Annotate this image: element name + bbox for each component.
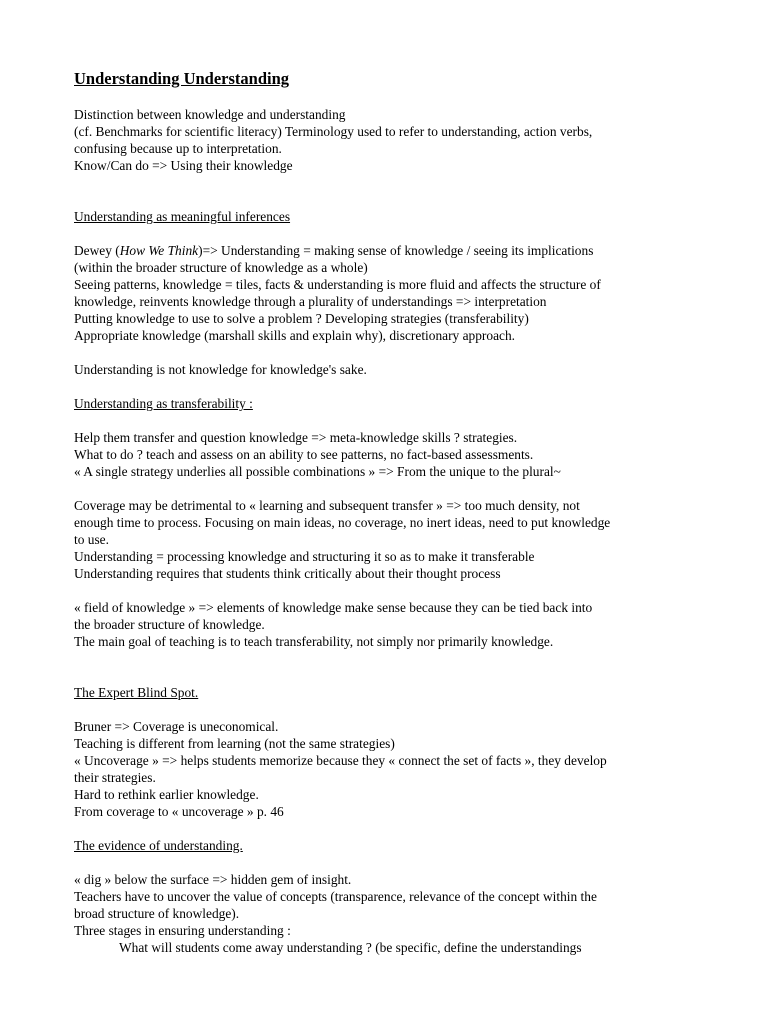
dewey-line (74, 242, 714, 259)
body-line: Appropriate knowledge (marshall skills and explain why), discretionary approach. (74, 328, 516, 343)
dewey-prefix: Dewey ( (74, 243, 120, 258)
dewey-suffix: )=> Understanding = making sense of knowledge / seeing its implications (198, 243, 594, 258)
dewey-book-title: How We Think (119, 243, 199, 258)
body-line: broad structure of knowledge). (74, 906, 240, 921)
document-title: Understanding Understanding (74, 69, 290, 88)
body-line: their strategies. (74, 770, 156, 785)
body-line: From coverage to « uncoverage » p. 46 (74, 804, 284, 819)
body-line: enough time to process. Focusing on main ideas, no coverage, no inert ideas, need to put knowledge (74, 515, 611, 530)
body-line: to use. (74, 532, 109, 547)
body-line: Understanding requires that students think critically about their thought process (74, 566, 501, 581)
body-line: (within the broader structure of knowledge as a whole) (74, 260, 368, 275)
indented-line: What will students come away understanding ? (be specific, define the understandings (119, 940, 582, 955)
section-heading-transferability: Understanding as transferability : (74, 396, 253, 411)
body-line: Teachers have to uncover the value of concepts (transparence, relevance of the concept within the (74, 889, 597, 904)
body-line: « A single strategy underlies all possible combinations » => From the unique to the plural~ (74, 464, 561, 479)
document-body (74, 69, 714, 956)
body-line: Teaching is different from learning (not the same strategies) (74, 736, 395, 751)
body-line: Coverage may be detrimental to « learning and subsequent transfer » => too much density, not (74, 498, 580, 513)
intro-line: Distinction between knowledge and understanding (74, 107, 346, 122)
body-line: The main goal of teaching is to teach transferability, not simply nor primarily knowledge. (74, 634, 554, 649)
body-line: Hard to rethink earlier knowledge. (74, 787, 259, 802)
section-heading-evidence-of-understanding: The evidence of understanding. (74, 838, 243, 853)
body-line: Three stages in ensuring understanding : (74, 923, 291, 938)
body-line: Understanding is not knowledge for knowledge's sake. (74, 362, 367, 377)
body-line: « field of knowledge » => elements of knowledge make sense because they can be tied back into (74, 600, 593, 615)
body-line: the broader structure of knowledge. (74, 617, 265, 632)
body-line: « Uncoverage » => helps students memorize because they « connect the set of facts », they develop (74, 753, 607, 768)
body-line: Help them transfer and question knowledge => meta-knowledge skills ? strategies. (74, 430, 518, 445)
intro-line: (cf. Benchmarks for scientific literacy) Terminology used to refer to understanding, action verbs, (74, 124, 593, 139)
intro-line: Know/Can do => Using their knowledge (74, 158, 293, 173)
body-line: Understanding = processing knowledge and structuring it so as to make it transferable (74, 549, 535, 564)
section-heading-meaningful-inferences: Understanding as meaningful inferences (74, 209, 291, 224)
section-heading-expert-blind-spot: The Expert Blind Spot. (74, 685, 199, 700)
body-line: Putting knowledge to use to solve a problem ? Developing strategies (transferability) (74, 311, 529, 326)
body-line: What to do ? teach and assess on an ability to see patterns, no fact-based assessments. (74, 447, 534, 462)
body-line: « dig » below the surface => hidden gem of insight. (74, 872, 352, 887)
body-line: Seeing patterns, knowledge = tiles, facts & understanding is more fluid and affects the structure of (74, 277, 601, 292)
body-line: knowledge, reinvents knowledge through a plurality of understandings => interpretation (74, 294, 547, 309)
body-line: Bruner => Coverage is uneconomical. (74, 719, 279, 734)
intro-line: confusing because up to interpretation. (74, 141, 282, 156)
